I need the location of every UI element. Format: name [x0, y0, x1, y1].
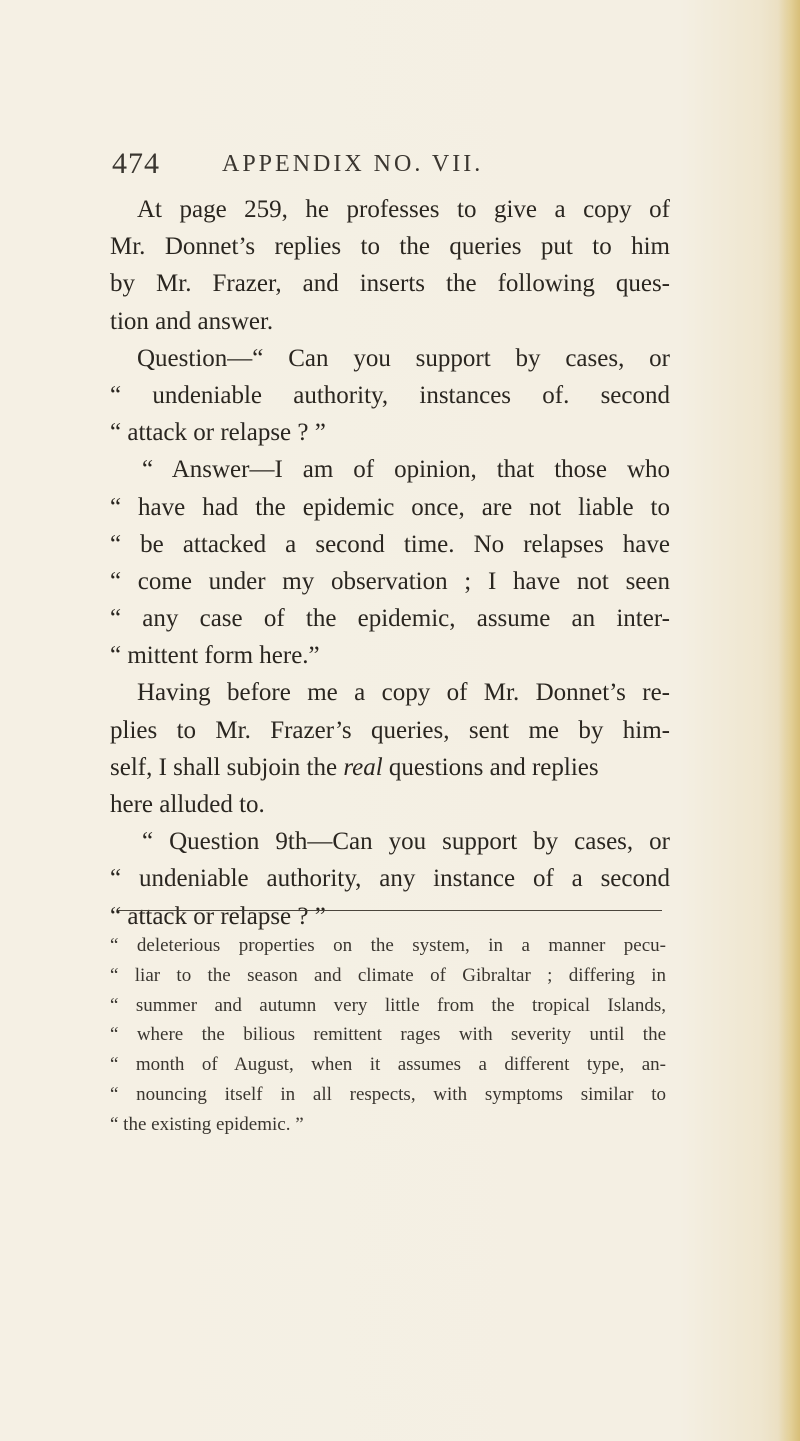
body-line: tion and answer. — [110, 307, 274, 335]
page-edge-discoloration — [778, 0, 800, 1441]
footnote-line: “ summer and autumn very little from the tropical Islands, — [110, 994, 666, 1016]
body-line: Mr. Donnet’s replies to the queries put to him — [110, 233, 670, 261]
body-line: “ be attacked a second time. No relapses have — [110, 530, 670, 558]
body-line: “ undeniable authority, any instance of a second — [110, 865, 670, 893]
body-line: plies to Mr. Frazer’s queries, sent me by him- — [110, 716, 670, 744]
body-line: “ Question 9th—Can you support by cases, or — [142, 828, 670, 856]
running-head-title: APPENDIX NO. VII. — [222, 151, 484, 177]
footnote-line: “ nouncing itself in all respects, with symptoms similar to — [110, 1083, 666, 1105]
body-line: “ any case of the epidemic, assume an inter- — [110, 605, 670, 633]
footnote-line: “ the existing epidemic. ” — [110, 1113, 304, 1135]
body-line: “ undeniable authority, instances of. second — [110, 381, 670, 409]
body-line: “ attack or relapse ? ” — [110, 902, 326, 930]
body-line: here alluded to. — [110, 791, 265, 818]
body-text — [110, 191, 670, 935]
body-text-span: self, I shall subjoin the — [110, 753, 338, 781]
footnote-divider — [118, 910, 662, 911]
italic-word-real: real — [343, 753, 383, 781]
body-line: “ Answer—I am of opinion, that those who — [142, 456, 670, 484]
body-line: “ have had the epidemic once, are not liable to — [110, 493, 670, 521]
body-text-span: questions and replies — [388, 753, 599, 781]
body-line: Question—“ Can you support by cases, or — [137, 344, 670, 372]
body-line: At page 259, he professes to give a copy of — [137, 196, 670, 223]
body-line: Having before me a copy of Mr. Donnet’s re- — [137, 679, 670, 707]
page-number: 474 — [112, 147, 160, 180]
body-line: “ mittent form here.” — [110, 642, 320, 670]
body-line-with-italic — [110, 749, 670, 786]
body-line: by Mr. Frazer, and inserts the following ques- — [110, 270, 670, 298]
body-line: “ come under my observation ; I have not seen — [110, 567, 670, 595]
footnote-line: “ where the bilious remittent rages with severity until the — [110, 1024, 666, 1046]
body-line: “ attack or relapse ? ” — [110, 419, 326, 447]
footnote-line: “ liar to the season and climate of Gibraltar ; differing in — [110, 964, 666, 986]
footnote-line: “ deleterious properties on the system, in a manner pecu- — [110, 935, 666, 956]
footnote-line: “ month of August, when it assumes a different type, an- — [110, 1054, 666, 1076]
footnote — [110, 931, 666, 1140]
running-head — [112, 147, 632, 187]
